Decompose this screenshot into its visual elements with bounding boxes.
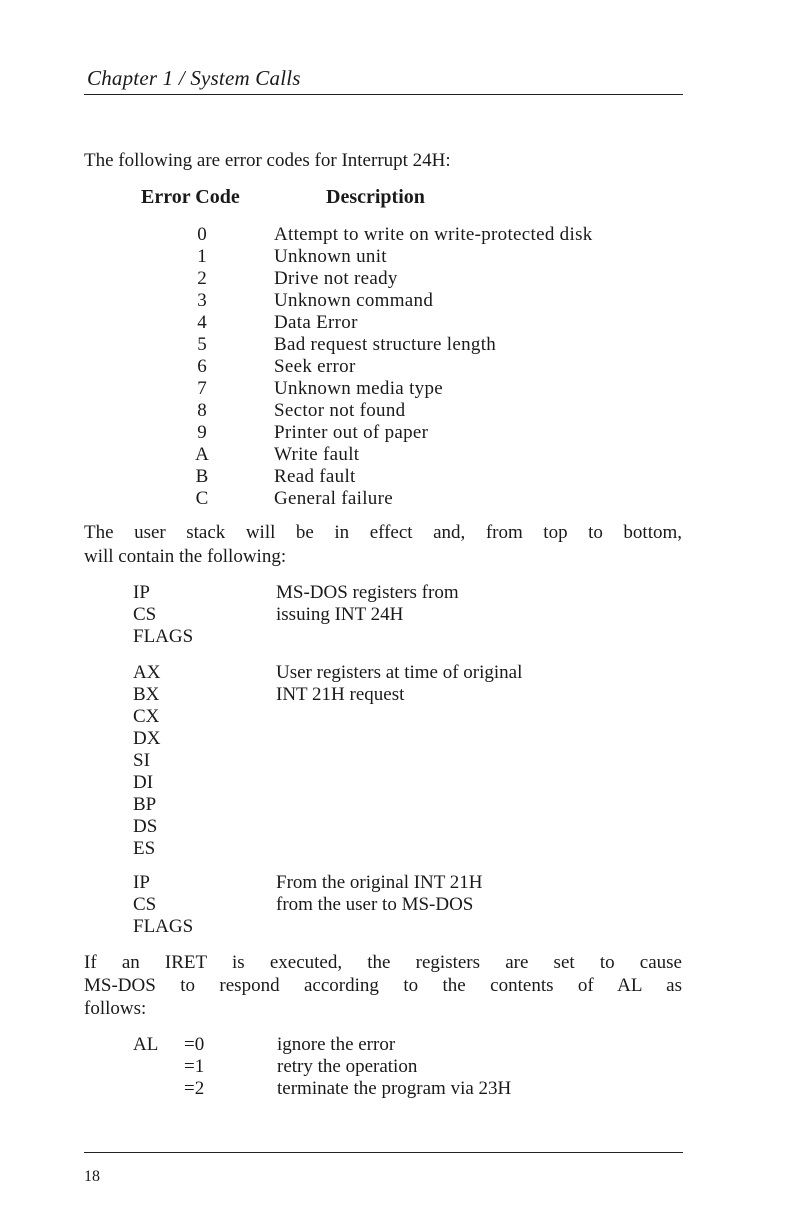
error-code: C [195,488,209,509]
error-code: 5 [197,334,207,355]
table-row [0,268,810,290]
error-description: Unknown command [274,290,434,311]
error-code: 6 [197,356,207,377]
error-description: Attempt to write on write-protected disk [274,224,593,245]
stack-register: DI [133,772,154,793]
stack-register: FLAGS [133,626,194,647]
error-code: 7 [197,378,207,399]
stack-register: CX [133,706,160,727]
register-note: issuing INT 24H [276,604,404,625]
stack-register: DX [133,728,161,749]
table-row [0,246,810,268]
al-description: retry the operation [277,1056,418,1077]
error-description: Unknown media type [274,378,443,399]
al-value: =0 [184,1034,205,1055]
stack-register: IP [133,582,150,603]
iret-paragraph-line: MS-DOS to respond according to the contents of AL as [84,975,682,996]
table-row [0,290,810,312]
error-description: Printer out of paper [274,422,429,443]
error-code: 2 [197,268,207,289]
register-note: INT 21H request [276,684,405,705]
table-row [0,224,810,246]
al-value: =1 [184,1056,205,1077]
table-row [0,356,810,378]
error-code-header: Error Code [141,186,240,208]
header-rule [84,94,683,95]
footer-rule [84,1152,683,1153]
table-row [0,422,810,444]
error-description: Drive not ready [274,268,398,289]
error-code: 9 [197,422,207,443]
error-code: A [195,444,209,465]
error-description: Sector not found [274,400,406,421]
iret-paragraph-line: If an IRET is executed, the registers are set to cause [84,952,682,973]
al-value: =2 [184,1078,205,1099]
stack-register: AX [133,662,161,683]
error-code: 0 [197,224,207,245]
register-note: MS-DOS registers from [276,582,459,603]
error-description: Read fault [274,466,356,487]
error-description: Data Error [274,312,358,333]
stack-register: CS [133,604,157,625]
al-description: terminate the program via 23H [277,1078,512,1099]
table-row [0,466,810,488]
stack-register: BP [133,794,157,815]
error-code: B [195,466,209,487]
chapter-header: Chapter 1 / System Calls [87,66,301,90]
intro-text: The following are error codes for Interrupt 24H: [84,150,451,171]
stack-register: DS [133,816,158,837]
table-row [0,334,810,356]
error-description: Bad request structure length [274,334,497,355]
error-code: 3 [197,290,207,311]
error-description: Write fault [274,444,360,465]
description-header: Description [326,186,425,208]
error-description: Unknown unit [274,246,387,267]
stack-register: CS [133,894,157,915]
register-note: from the user to MS-DOS [276,894,474,915]
register-note: From the original INT 21H [276,872,483,893]
stack-paragraph-line: will contain the following: [84,546,287,567]
table-row [0,444,810,466]
table-row [0,378,810,400]
stack-register: FLAGS [133,916,194,937]
error-code: 1 [197,246,207,267]
error-description: Seek error [274,356,356,377]
error-code: 8 [197,400,207,421]
stack-register: IP [133,872,150,893]
iret-paragraph-line: follows: [84,998,147,1019]
table-row [0,312,810,334]
error-code: 4 [197,312,207,333]
page-number: 18 [84,1168,100,1185]
stack-paragraph-line: The user stack will be in effect and, from top to bottom, [84,522,682,543]
al-description: ignore the error [277,1034,396,1055]
table-row [0,400,810,422]
stack-register: SI [133,750,150,771]
al-register-label: AL [133,1034,159,1055]
stack-register: BX [133,684,160,705]
error-description: General failure [274,488,393,509]
table-row [0,488,810,510]
register-note: User registers at time of original [276,662,523,683]
stack-register: ES [133,838,156,859]
